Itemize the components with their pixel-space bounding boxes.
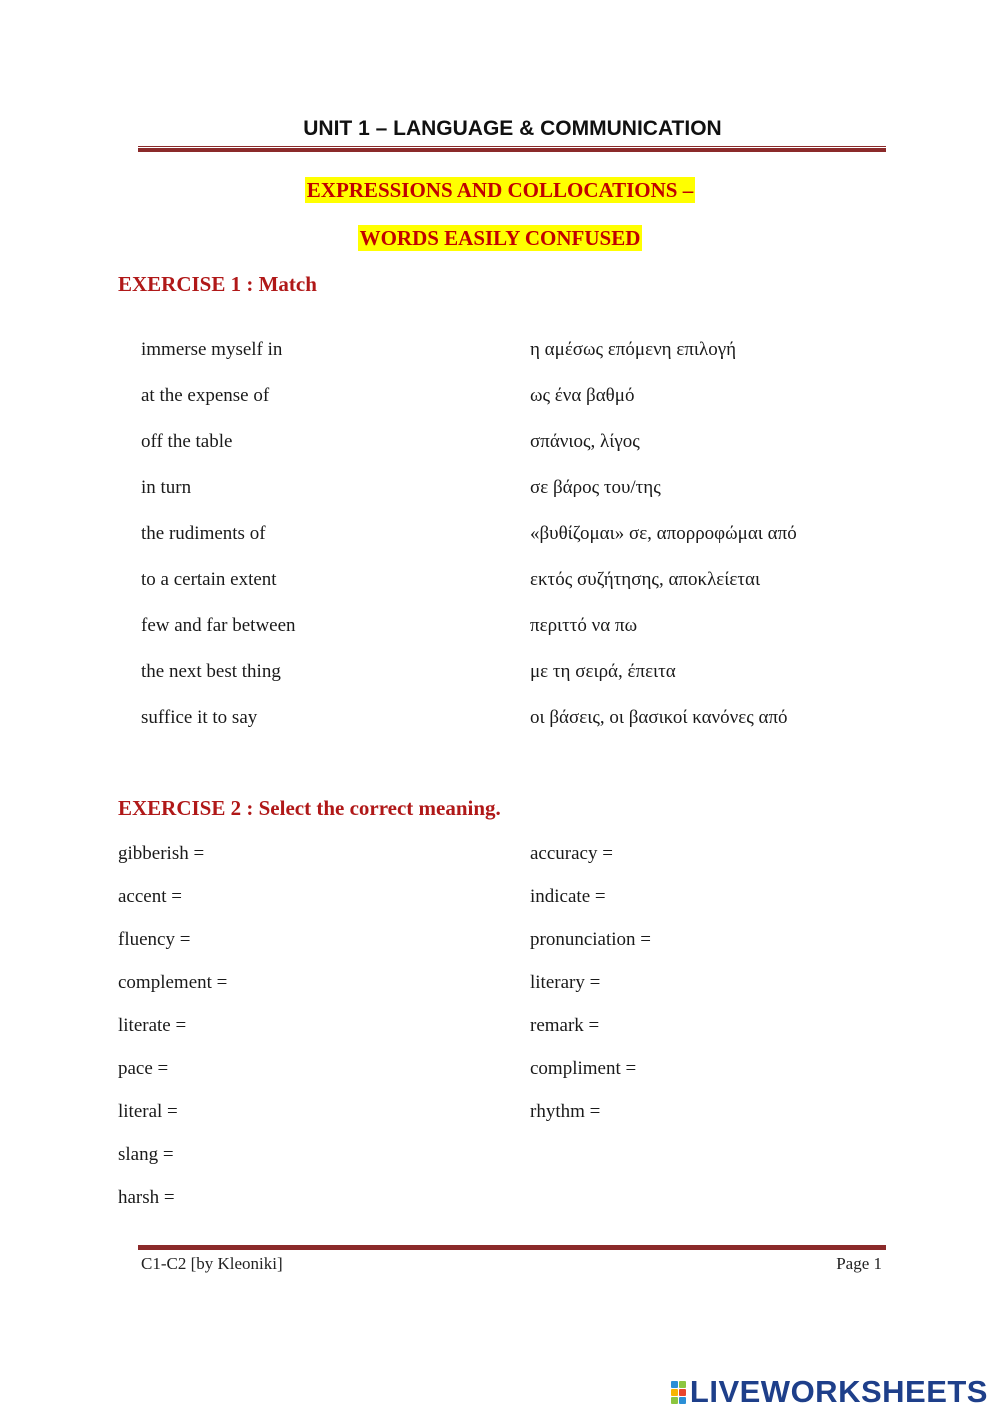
- match-target[interactable]: με τη σειρά, έπειτα: [530, 661, 676, 682]
- section-title-line-2: [0, 226, 1000, 251]
- section-title-text-2: WORDS EASILY CONFUSED: [359, 226, 641, 250]
- header-divider: [138, 146, 886, 152]
- footer-author: C1-C2 [by Kleoniki]: [141, 1254, 283, 1273]
- match-item[interactable]: the rudiments of: [141, 523, 266, 544]
- liveworksheets-logo[interactable]: [671, 1374, 988, 1410]
- exercise-1-heading: EXERCISE 1 : Match: [118, 272, 317, 296]
- match-target[interactable]: περιττό να πω: [530, 615, 638, 636]
- match-target[interactable]: σπάνιος, λίγος: [530, 431, 640, 452]
- term-item[interactable]: compliment =: [530, 1058, 637, 1079]
- liveworksheets-logo-icon: [671, 1381, 686, 1404]
- match-item[interactable]: in turn: [141, 477, 192, 498]
- term-item[interactable]: indicate =: [530, 886, 606, 907]
- exercise-2-right-column: [530, 844, 651, 1145]
- exercise-1-english-column: [141, 340, 296, 754]
- term-item[interactable]: literate =: [118, 1015, 187, 1036]
- match-target[interactable]: οι βάσεις, οι βασικοί κανόνες από: [530, 707, 788, 728]
- term-item[interactable]: pace =: [118, 1058, 169, 1079]
- match-item[interactable]: few and far between: [141, 615, 296, 636]
- exercise-2-heading: EXERCISE 2 : Select the correct meaning.: [118, 796, 501, 820]
- term-item[interactable]: accent =: [118, 886, 182, 907]
- section-title-text-1: EXPRESSIONS AND COLLOCATIONS –: [306, 178, 694, 202]
- match-item[interactable]: the next best thing: [141, 661, 281, 682]
- match-target[interactable]: η αμέσως επόμενη επιλογή: [530, 339, 737, 360]
- unit-title: UNIT 1 – LANGUAGE & COMMUNICATION: [303, 117, 722, 140]
- match-target[interactable]: ως ένα βαθμό: [530, 385, 635, 406]
- term-item[interactable]: harsh =: [118, 1187, 175, 1208]
- match-item[interactable]: immerse myself in: [141, 339, 283, 360]
- match-target[interactable]: «βυθίζομαι» σε, απορροφώμαι από: [530, 523, 797, 544]
- term-item[interactable]: remark =: [530, 1015, 600, 1036]
- match-target[interactable]: εκτός συζήτησης, αποκλείεται: [530, 569, 761, 590]
- match-target[interactable]: σε βάρος του/της: [530, 477, 661, 498]
- term-item[interactable]: fluency =: [118, 929, 191, 950]
- term-item[interactable]: accuracy =: [530, 843, 613, 864]
- exercise-2-left-column: [118, 844, 227, 1231]
- match-item[interactable]: to a certain extent: [141, 569, 277, 590]
- term-item[interactable]: complement =: [118, 972, 228, 993]
- term-item[interactable]: literary =: [530, 972, 601, 993]
- footer-page-number: Page 1: [836, 1254, 882, 1273]
- section-title-line-1: [0, 178, 1000, 203]
- footer-divider: [138, 1244, 886, 1250]
- term-item[interactable]: pronunciation =: [530, 929, 651, 950]
- term-item[interactable]: gibberish =: [118, 843, 205, 864]
- term-item[interactable]: rhythm =: [530, 1101, 601, 1122]
- term-item[interactable]: literal =: [118, 1101, 178, 1122]
- exercise-1-greek-column: [530, 340, 797, 754]
- match-item[interactable]: off the table: [141, 431, 233, 452]
- term-item[interactable]: slang =: [118, 1144, 174, 1165]
- match-item[interactable]: at the expense of: [141, 385, 270, 406]
- liveworksheets-logo-text: LIVEWORKSHEETS: [689, 1374, 988, 1409]
- match-item[interactable]: suffice it to say: [141, 707, 258, 728]
